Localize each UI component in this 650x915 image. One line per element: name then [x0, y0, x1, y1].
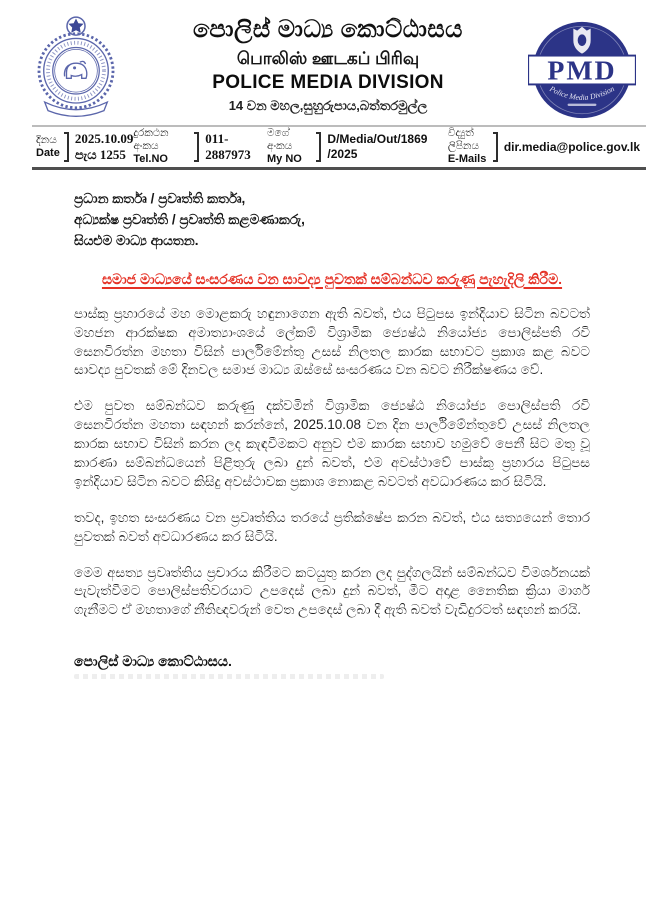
- letter-body: [0, 189, 650, 679]
- ref-date-label: දිනය Date: [36, 133, 60, 159]
- ref-telephone: [133, 127, 267, 167]
- letterhead-titles: [128, 8, 528, 113]
- bracket-glyph: [316, 132, 321, 162]
- scan-artifact: [74, 674, 384, 679]
- body-paragraph: මෙම අසත්‍ය ප්‍රවෘත්තිය ප්‍රචාරය කිරීමට කටයුතු කරන ලද පුද්ගලයින් සම්බන්ධව විමර්ශනයක් පැවැත්වීමට පොලිස්පතිවරයාට උපදෙස් ලබා දුන් බවත්, මීට අදාළ නෛතික ක්‍රියා මාර්ග ගැනීමට ඒ මහතාගේ නීතිඥවරුන් වෙත උපදෙස් ලබා දී ඇති බවත් වැඩිදුරටත් සඳහන් කරයි.: [74, 564, 590, 618]
- ref-my-number-label: මගේ අංකය My NO: [267, 127, 302, 166]
- subject-line: සමාජ මාධ්‍යයේ සංසරණය වන සාවද්‍ය පුවතක් සම්බන්ධව කරුණු පැහැදිලි කිරීම.: [101, 270, 563, 287]
- ref-date: [36, 131, 133, 164]
- ref-telephone-value: 011-2887973: [205, 130, 251, 162]
- body-paragraph: එම පුවත සම්බන්ධව කරුණු දක්වමින් විශ්‍රාමික ජ්‍යෙෂ්ඨ නියෝජ්‍ය පොලිස්පති රවි සෙනවිරත්න මහතා සඳහන් කරන්නේ, 2025.10.08 වන දින පාර්ලිමේන්තුවේ උසස් නිලතල කාරක සභාව විසින් කරන ලද කැඳවීමකට අනුව එම කාරක සභාව හමුවේ පෙනී සිට මතු වූ කාරණා සම්බන්ධයෙන් පිළිතුරු ලබා දුන් බවත්, එම අවස්ථාවේ පාස්කු ප්‍රහාරය පිටුපස ඉන්දියාව සිටින බවට කිසිදු අවස්ථාවක ප්‍රකාශ නොකළ බවටත් අවධාරණය කර සිටියි.: [74, 398, 590, 489]
- org-title-tamil: பொலிஸ் ஊடகப் பிரிவு: [236, 49, 420, 69]
- ref-date-value: 2025.10.09 පැය 1255: [74, 130, 134, 162]
- letterhead: [0, 0, 650, 122]
- org-title-english: POLICE MEDIA DIVISION: [212, 72, 444, 94]
- police-crest-icon: [28, 8, 128, 122]
- body-paragraph: තවද, ඉහත සංසරණය වන ප්‍රවෘත්තිය තරයේ ප්‍රතික්ෂේප කරන බවත්, එය සත්‍යයෙන් තොර පුවතක් බවත් අවධාරණය කර සිටියි.: [74, 509, 590, 544]
- signature-block: පොලිස් මාධ්‍ය කොට්ඨාසය.: [74, 653, 232, 670]
- bracket-glyph: [64, 132, 69, 162]
- recipient-line: සියළුම මාධ්‍ය ආයතන.: [74, 232, 199, 248]
- recipient-block: [74, 189, 590, 252]
- ref-telephone-label: දුරකථන අංකය Tel.NO: [133, 127, 169, 166]
- body-paragraph: පාස්කු ප්‍රහාරයේ මහ මොළකරු හඳුනාගෙන ඇති බවත්, එය පිටුපස ඉන්දියාව සිටින බවටත් මහජන ආරක්ෂක අමාත්‍යාංශයේ ලේකම් විශ්‍රාමික ජ්‍යෙෂ්ඨ නියෝජ්‍ය පොලිස්පති රවි සෙනවිරත්න මහතා විසින් පාර්ලිමේන්තු උසස් නිලතල කාරක සභාවට ප්‍රකාශ කළ බවට සාවද්‍ය පුවතක් මේ දිනවල සමාජ මාධ්‍ය ඔස්සේ සංසරණය වන බවට නිරීක්ෂණය වේ.: [74, 305, 590, 378]
- ref-email-label: විද්‍යුත් ලිපිනය E-Mails: [447, 127, 487, 166]
- org-title-sinhala: පොලිස් මාධ්‍ය කොට්ඨාසය: [193, 16, 463, 43]
- ref-my-number-value: D/Media/Out/1869 /2025: [327, 132, 428, 161]
- recipient-line: ප්‍රධාන කර්තෘ / ප්‍රවෘත්ති කර්තෘ,: [74, 191, 246, 206]
- pmd-acronym-text: PMD: [547, 55, 617, 87]
- ref-email-value: dir.media@police.gov.lk: [503, 139, 640, 154]
- pmd-logo-icon: [528, 8, 640, 120]
- org-address: 14 වන මහල,සුහුරුපාය,බත්තරමුල්ල: [228, 97, 428, 113]
- pmd-subtext: Police Media Division: [548, 84, 616, 102]
- bracket-glyph: [493, 132, 498, 162]
- ref-my-number: [267, 127, 448, 167]
- reference-bar: [0, 127, 650, 167]
- recipient-line: අධ්‍යක්ෂ ප්‍රවෘත්ති / ප්‍රවෘත්ති කළමණාකරු,: [74, 211, 305, 227]
- ref-email: [448, 127, 640, 167]
- divider-bottom: [32, 167, 646, 170]
- bracket-glyph: [194, 132, 199, 162]
